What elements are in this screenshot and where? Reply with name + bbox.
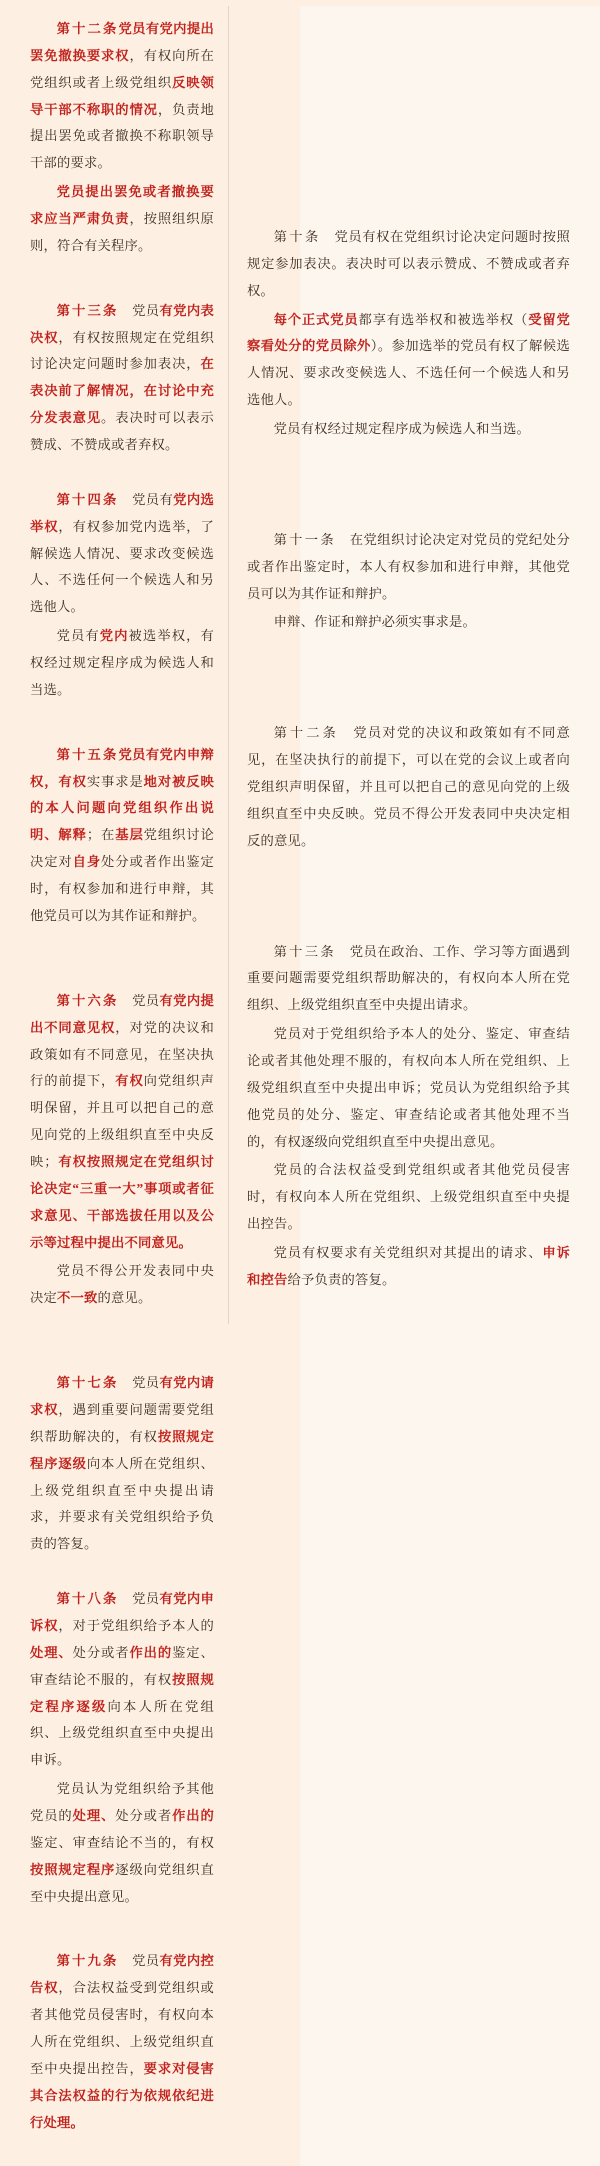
article-19-number: 第十九条 [56, 1953, 119, 1969]
right-article-11-paragraph-2 [247, 609, 570, 636]
right-column [228, 6, 600, 1324]
article-18-p2-seg-1: 党员认为党组织给予其他党员的 [30, 1781, 214, 1823]
article-13-seg-1: 党员 [118, 302, 160, 318]
right-article-12-paragraph-1 [247, 720, 570, 854]
article-18-block [30, 1586, 214, 1910]
right-article-13-paragraph-2 [247, 1021, 570, 1155]
article-18-p2-seg-5: 鉴定、审查结论不当的，有权 [30, 1834, 214, 1850]
article-12-seg-2: ，有权向所在党组织或者上级党组织 [30, 47, 215, 90]
right-article-10-paragraph-1 [247, 224, 570, 305]
article-13-number: 第十三条 [56, 302, 119, 318]
article-12-p2-seg-1: 党员提出罢免或者撤换要求应当严肃负责 [30, 184, 214, 227]
right-article-11-p2-seg-1: 申辩、作证和辩护必须实事求是。 [273, 614, 477, 630]
article-16-seg-5: 向党组织声明保留，并且可以把自己的意见向党的上级组织直至中央反映； [30, 1073, 214, 1169]
article-18-seg-2: 有党内申诉权 [30, 1591, 214, 1633]
article-16-seg-2: 有党内提出不同意见权 [30, 992, 214, 1035]
right-article-10-p2-seg-3: 受留党察看处分的党员除外 [247, 311, 570, 354]
article-12-number: 第十二条 [56, 21, 119, 36]
article-14-p2-seg-2: 党内 [99, 628, 129, 644]
right-article-10-paragraph-3 [247, 416, 570, 443]
article-18-paragraph-1 [30, 1586, 214, 1774]
right-article-11-block [247, 527, 570, 636]
spacer-after-article-18 [30, 1930, 214, 1948]
right-article-13-number: 第十三条 [273, 943, 336, 959]
article-18-seg-3: ，对于党组织给予本人的 [58, 1617, 214, 1633]
right-article-11-seg-1: 在党组织讨论决定对党员的党纪处分或者作出鉴定时，本人有权参加和进行申辩，其他党员可以为其作证和辩护。 [247, 531, 570, 601]
article-12-paragraph-1 [30, 16, 214, 177]
article-16-seg-6: 有权按照规定在党组织讨论决定“三重一大”事项或者征求意见、干部选拔任用以及公示等过程中提出不同意见。 [30, 1153, 215, 1250]
article-15-paragraph-1 [30, 742, 214, 930]
article-14-seg-2: 党内选举权 [30, 491, 214, 534]
spacer-after-right-article-11 [247, 656, 570, 720]
spacer-after-article-13 [30, 479, 214, 487]
article-15-block [30, 742, 214, 930]
spacer-after-article-17 [30, 1578, 214, 1586]
article-13-block [30, 298, 214, 459]
right-article-10-p3-seg-1: 党员有权经过规定程序成为候选人和当选。 [273, 421, 531, 437]
article-18-seg-4: 处理、 [30, 1644, 73, 1660]
article-16-seg-3: ，对党的决议和政策如有不同意见，在坚决执行的前提下， [30, 1019, 214, 1089]
article-17-block [30, 1370, 214, 1558]
article-18-p2-seg-6: 按照规定程序 [30, 1861, 116, 1877]
article-16-p2-seg-2: 不一致 [57, 1290, 98, 1306]
article-16-p2-seg-1: 党员不得公开发表同中央决定 [30, 1263, 214, 1306]
article-14-p2-seg-3: 被选举权，有权经过规定程序成为候选人和当选。 [30, 628, 214, 697]
right-article-13-paragraph-3 [247, 1157, 570, 1238]
right-article-12-seg-1: 党员对党的决议和政策如有不同意见，在坚决执行的前提下，可以在党的会议上或者向党组织声明保留，并且可以把自己的意见向党的上级组织直至中央反映。党员不得公开发表同中央决定相反的意见。 [247, 725, 571, 848]
spacer-after-right-article-10 [247, 463, 570, 527]
spacer-after-article-16 [30, 1332, 214, 1370]
article-17-paragraph-1 [30, 1370, 214, 1558]
article-15-seg-1: 党员有党内申辩权，有权 [30, 746, 215, 789]
right-article-10-p2-seg-2: 都享有选举权和被选举权（ [358, 311, 529, 327]
article-13-paragraph-1 [30, 298, 214, 459]
article-12-paragraph-2 [30, 179, 214, 260]
article-15-seg-7: 自身 [72, 854, 102, 870]
article-17-number: 第十七条 [56, 1375, 119, 1391]
article-18-p2-seg-3: 处分或者 [115, 1807, 173, 1823]
right-article-12-block [247, 720, 570, 854]
article-12-seg-3: 反映领导干部不称职的情况 [30, 74, 214, 117]
right-article-10-paragraph-2 [247, 307, 570, 414]
article-12-seg-4: ，负责地提出罢免或者撤换不称职领导干部的要求。 [30, 101, 214, 171]
article-17-seg-3: ，遇到重要问题需要党组织帮助解决的，有权 [30, 1401, 214, 1444]
article-16-p2-seg-3: 的意见。 [97, 1290, 152, 1306]
right-article-13-paragraph-1 [247, 939, 570, 1020]
article-16-seg-4: 有权 [115, 1073, 144, 1089]
right-article-13-block [247, 939, 570, 1294]
article-16-paragraph-1 [30, 988, 214, 1257]
left-column [0, 6, 228, 2166]
article-19-paragraph-1 [30, 1948, 214, 2136]
article-13-seg-4: 在表决前了解情况，在讨论中充分发表意见 [30, 356, 214, 426]
article-18-seg-9: 向本人所在党组织、上级党组织直至中央提出申诉。 [30, 1698, 214, 1768]
article-15-seg-4: ；在 [86, 827, 116, 843]
article-15-number: 第十五条 [56, 746, 119, 762]
article-14-paragraph-2 [30, 623, 214, 704]
article-14-block [30, 487, 214, 704]
article-15-seg-2: 实事求是 [86, 773, 144, 789]
article-12-p2-seg-2: ，按照组织原则，符合有关程序。 [30, 211, 215, 253]
article-16-block [30, 988, 214, 1312]
right-article-13-p4-seg-1: 党员有权要求有关党组织对其提出的请求、 [273, 1245, 543, 1261]
article-14-number: 第十四条 [56, 491, 119, 507]
article-16-number: 第十六条 [56, 992, 119, 1008]
right-article-13-seg-1: 党员在政治、工作、学习等方面遇到重要问题需要党组织帮助解决的，有权向本人所在党组织、上级党组织直至中央提出请求。 [247, 943, 570, 1013]
right-article-11-paragraph-1 [247, 527, 570, 608]
article-18-paragraph-2 [30, 1776, 214, 1910]
right-article-10-seg-1: 党员有权在党组织讨论决定问题时按照规定参加表决。表决时可以表示赞成、不赞成或者弃权。 [247, 229, 570, 298]
article-19-seg-4: 要求对侵害其合法权益的行为依规依纪进行处理。 [30, 2060, 214, 2130]
article-18-seg-8: 按照规定程序逐级 [30, 1671, 214, 1714]
article-17-seg-4: 按照规定程序逐级 [30, 1428, 214, 1471]
right-article-10-block [247, 224, 570, 443]
article-18-p2-seg-4: 作出的 [172, 1807, 214, 1823]
article-12-seg-1: 党员有党内提出罢免撤换要求权 [30, 21, 215, 63]
article-13-seg-3: ，有权按照规定在党组织讨论决定问题时参加表决， [30, 329, 214, 372]
article-18-seg-5: 处分或者 [72, 1644, 130, 1660]
right-article-10-p2-seg-4: ）。参加选举的党员有权了解候选人情况、要求改变候选人、不选任何一个候选人和另选他人。 [247, 338, 570, 408]
right-article-12-number: 第十二条 [273, 725, 339, 741]
article-14-seg-3: ，有权参加党内选举，了解候选人情况、要求改变候选人、不选任何一个候选人和另选他人。 [30, 518, 214, 615]
spacer-after-article-15 [30, 950, 214, 988]
article-18-number: 第十八条 [56, 1591, 119, 1607]
right-article-10-number: 第十条 [273, 229, 321, 244]
two-column-layout [0, 6, 600, 2166]
article-13-seg-2: 有党内表决权 [30, 302, 214, 345]
right-article-13-p4-seg-2: 申诉和控告 [247, 1245, 570, 1287]
article-15-seg-5: 基层 [115, 827, 144, 843]
right-article-13-p2-seg-1: 党员对于党组织给予本人的处分、鉴定、审查结论或者其他处理不服的，有权向本人所在党组织、上级党组织直至中央提出申诉；党员认为党组织给予其他党员的处分、鉴定、审查结论或者其他处理不当的，有权逐级向党组织直至中央提出意见。 [247, 1026, 570, 1149]
spacer-after-article-12 [30, 280, 214, 298]
article-18-p2-seg-7: 逐级向党组织直至中央提出意见。 [30, 1861, 214, 1904]
right-article-11-number: 第十一条 [273, 531, 336, 547]
article-15-seg-3: 地对被反映的本人问题向党组织作出说明、解释 [30, 773, 214, 843]
article-17-seg-2: 有党内请求权 [30, 1375, 214, 1417]
article-18-p2-seg-2: 处理、 [72, 1807, 116, 1823]
right-article-13-p4-seg-3: 给予负责的答复。 [287, 1271, 396, 1287]
spacer-after-article-14 [30, 724, 214, 742]
article-13-seg-5: 。表决时可以表示赞成、不赞成或者弃权。 [30, 410, 214, 453]
right-article-13-paragraph-4 [247, 1240, 570, 1294]
article-15-seg-6: 党组织讨论决定对 [30, 827, 214, 870]
article-12-block [30, 16, 214, 260]
article-16-paragraph-2 [30, 1258, 214, 1312]
article-19-seg-3: ，合法权益受到党组织或者其他党员侵害时，有权向本人所在党组织、上级党组织直至中央提出控告， [30, 1980, 214, 2076]
article-18-seg-1: 党员 [118, 1591, 160, 1607]
article-14-seg-1: 党员有 [118, 491, 174, 507]
right-article-10-p2-seg-1: 每个正式党员 [273, 311, 359, 327]
spacer-after-right-article-12 [247, 875, 570, 939]
article-14-paragraph-1 [30, 487, 214, 621]
article-19-seg-2: 有党内控告权 [30, 1953, 214, 1996]
article-15-seg-8: 处分或者作出鉴定时，有权参加和进行申辩，其他党员可以为其作证和辩护。 [30, 854, 214, 923]
article-17-seg-5: 向本人所在党组织、上级党组织直至中央提出请求，并要求有关党组织给予负责的答复。 [30, 1455, 214, 1552]
right-article-13-p3-seg-1: 党员的合法权益受到党组织或者其他党员侵害时，有权向本人所在党组织、上级党组织直至中央提出控告。 [247, 1162, 570, 1232]
article-17-seg-1: 党员 [118, 1375, 160, 1391]
article-18-seg-6: 作出的 [129, 1644, 173, 1660]
article-19-block [30, 1948, 214, 2136]
article-19-seg-1: 党员 [118, 1953, 160, 1969]
article-18-seg-7: 鉴定、审查结论不服的，有权 [30, 1644, 214, 1687]
article-16-seg-1: 党员 [118, 992, 160, 1008]
article-14-p2-seg-1: 党员有 [56, 628, 100, 644]
